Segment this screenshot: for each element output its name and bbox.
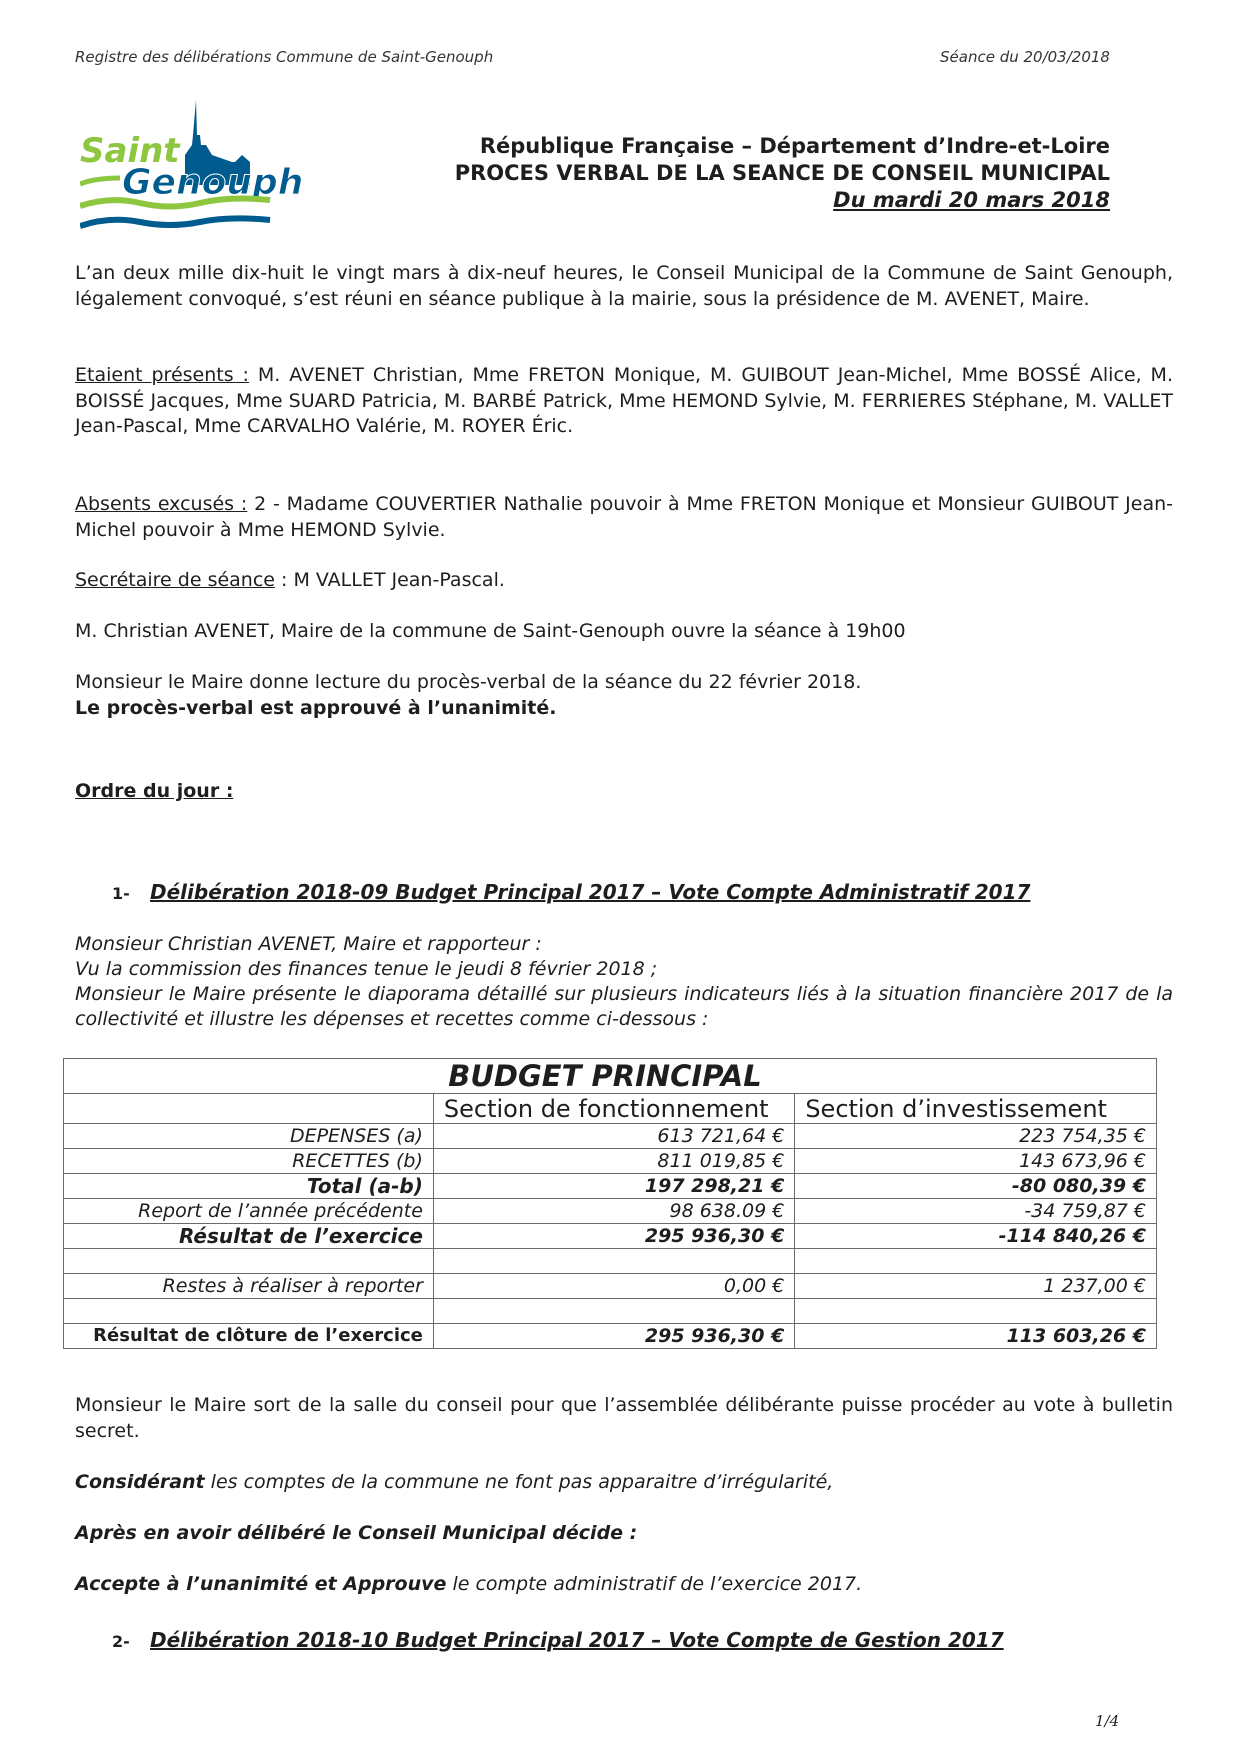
absents-list: 2 - Madame COUVERTIER Nathalie pouvoir à Mme FRETON Monique et Monsieur GUIBOUT Jean-Michel pouvoir à Mme HEMOND Sylvie. (75, 493, 1174, 541)
rapporteur-line: Monsieur Christian AVENET, Maire et rapporteur : (75, 933, 542, 955)
row-label (64, 1249, 434, 1274)
cell-fonctionnement (433, 1299, 794, 1324)
cell-fonctionnement: 295 936,30 € (433, 1224, 794, 1249)
considerant-keyword: Considérant (75, 1471, 205, 1493)
lecture-text: Monsieur le Maire donne lecture du procès-verbal de la séance du 22 février 2018. (75, 671, 862, 693)
cell-fonctionnement: 98 638.09 € (433, 1199, 794, 1224)
absents-paragraph (75, 492, 1173, 543)
row-label: Résultat de clôture de l’exercice (64, 1324, 434, 1349)
deliberation-1-intro (75, 932, 1173, 1032)
column-header-empty (64, 1094, 434, 1124)
commission-line: Vu la commission des finances tenue le jeudi 8 février 2018 ; (75, 958, 658, 980)
budget-table-header-row (64, 1094, 1157, 1124)
row-label: RECETTES (b) (64, 1149, 434, 1174)
absents-label: Absents excusés : (75, 493, 248, 515)
row-label: Report de l’année précédente (64, 1199, 434, 1224)
presents-paragraph (75, 363, 1173, 440)
cell-fonctionnement: 197 298,21 € (433, 1174, 794, 1199)
document-title-block (455, 133, 1110, 214)
cell-investissement: 1 237,00 € (795, 1274, 1157, 1299)
table-row (64, 1199, 1157, 1224)
intro-paragraph: L’an deux mille dix-huit le vingt mars à dix-neuf heures, le Conseil Municipal de la Commune de Saint Genouph, légalement convoqué, s’est réuni en séance publique à la mairie, sous la présidence de M. AVENET, Maire. (75, 262, 1173, 310)
running-header-right: Séance du 20/03/2018 (940, 48, 1110, 66)
cell-investissement (795, 1299, 1157, 1324)
table-row (64, 1274, 1157, 1299)
secretaire-paragraph (75, 568, 1173, 594)
cell-investissement: 223 754,35 € (795, 1124, 1157, 1149)
cell-investissement: -114 840,26 € (795, 1224, 1157, 1249)
commune-logo (80, 100, 315, 235)
presentation-line: Monsieur le Maire présente le diaporama détaillé sur plusieurs indicateurs liés à la situation financière 2017 de la collectivité et illustre les dépenses et recettes comme ci-dessous : (75, 983, 1173, 1030)
table-row-empty (64, 1249, 1157, 1274)
budget-table-title-row (64, 1059, 1157, 1094)
table-row (64, 1224, 1157, 1249)
page-number: 1/4 (1095, 1712, 1120, 1730)
title-line-2: PROCES VERBAL DE LA SEANCE DE CONSEIL MUNICIPAL (454, 161, 1110, 185)
cell-investissement: 143 673,96 € (795, 1149, 1157, 1174)
vote-paragraph: Monsieur le Maire sort de la salle du conseil pour que l’assemblée délibérante puisse procéder au vote à bulletin secret. (75, 1394, 1173, 1442)
deliberation-title: Délibération 2018-09 Budget Principal 2017 – Vote Compte Administratif 2017 (150, 880, 1031, 904)
secretaire-label: Secrétaire de séance (75, 569, 275, 591)
deliberation-1-heading (112, 880, 1030, 904)
cell-investissement: 113 603,26 € (795, 1324, 1157, 1349)
decide-paragraph: Après en avoir délibéré le Conseil Municipal décide : (75, 1522, 638, 1544)
table-row (64, 1324, 1157, 1349)
deliberation-number: 2- (112, 1632, 130, 1651)
approval-text: Le procès-verbal est approuvé à l’unanimité. (75, 696, 557, 719)
deliberation-number: 1- (112, 884, 130, 903)
row-label: DEPENSES (a) (64, 1124, 434, 1149)
cell-fonctionnement (433, 1249, 794, 1274)
row-label: Total (a-b) (64, 1174, 434, 1199)
presents-label: Etaient présents : (75, 364, 249, 386)
considerant-paragraph (75, 1470, 1173, 1496)
accepte-keyword: Accepte à l’unanimité et Approuve (75, 1573, 447, 1595)
secretaire-name: : M VALLET Jean-Pascal. (274, 569, 505, 591)
row-label: Résultat de l’exercice (64, 1224, 434, 1249)
table-row (64, 1124, 1157, 1149)
lecture-paragraph (75, 670, 1173, 721)
cell-investissement: -34 759,87 € (795, 1199, 1157, 1224)
logo-text-genouph: Genouph (122, 162, 304, 203)
accepte-paragraph (75, 1572, 1173, 1598)
considerant-text: les comptes de la commune ne font pas apparaitre d’irrégularité, (204, 1471, 834, 1493)
accepte-text: le compte administratif de l’exercice 2017. (446, 1573, 863, 1595)
title-date: Du mardi 20 mars 2018 (833, 188, 1110, 212)
row-label (64, 1299, 434, 1324)
cell-fonctionnement: 295 936,30 € (433, 1324, 794, 1349)
title-line-1: République Française – Département d’Indre-et-Loire (479, 134, 1110, 158)
table-row (64, 1149, 1157, 1174)
cell-fonctionnement: 811 019,85 € (433, 1149, 794, 1174)
opening-paragraph: M. Christian AVENET, Maire de la commune de Saint-Genouph ouvre la séance à 19h00 (75, 620, 906, 642)
cell-investissement (795, 1249, 1157, 1274)
budget-table (63, 1058, 1157, 1349)
row-label: Restes à réaliser à reporter (64, 1274, 434, 1299)
agenda-title: Ordre du jour : (75, 780, 234, 802)
logo-text-saint: Saint (80, 131, 180, 171)
column-header-investissement: Section d’investissement (795, 1094, 1157, 1124)
cell-fonctionnement: 0,00 € (433, 1274, 794, 1299)
cell-investissement: -80 080,39 € (795, 1174, 1157, 1199)
table-row-empty (64, 1299, 1157, 1324)
deliberation-2-heading (112, 1628, 1004, 1652)
table-row (64, 1174, 1157, 1199)
budget-table-title: BUDGET PRINCIPAL (64, 1059, 1157, 1094)
deliberation-title: Délibération 2018-10 Budget Principal 2017 – Vote Compte de Gestion 2017 (150, 1628, 1004, 1652)
cell-fonctionnement: 613 721,64 € (433, 1124, 794, 1149)
presents-list: M. AVENET Christian, Mme FRETON Monique, M. GUIBOUT Jean-Michel, Mme BOSSÉ Alice, M. BOISSÉ Jacques, Mme SUARD Patricia, M. BARBÉ Patrick, Mme HEMOND Sylvie, M. FERRIERES Stéphane, M. VALLET Jean-Pascal, Mme CARVALHO Valérie, M. ROYER Éric. (75, 364, 1173, 437)
church-logo-icon (80, 100, 315, 235)
column-header-fonctionnement: Section de fonctionnement (433, 1094, 794, 1124)
running-header-left: Registre des délibérations Commune de Saint-Genouph (75, 48, 494, 66)
